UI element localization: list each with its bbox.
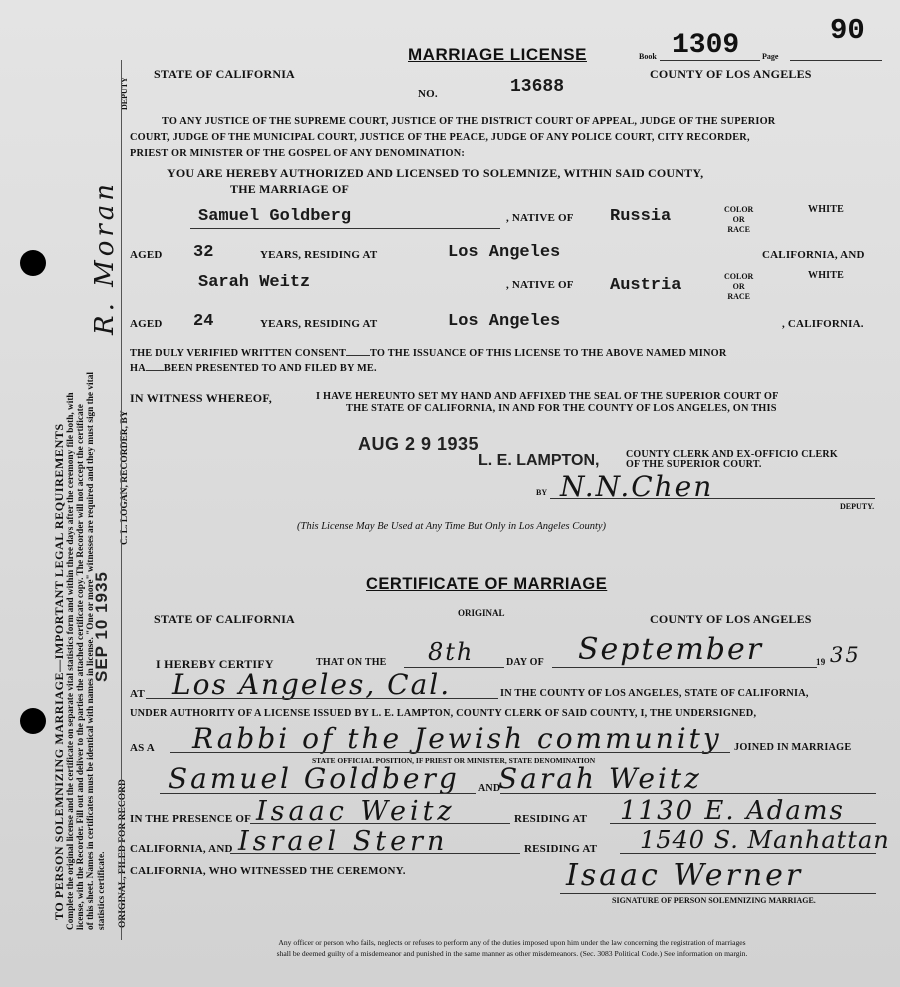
groom-state: CALIFORNIA, AND [762, 249, 865, 261]
year-prefix: 19 [816, 657, 826, 667]
witness-whereof-1: I HAVE HEREUNTO SET MY HAND AND AFFIXED THE SEAL OF THE SUPERIOR COURT OF [316, 391, 779, 402]
residing-label-2: RESIDING AT [524, 843, 598, 855]
side-recorder: C. L. LOGAN, RECORDER, BY [120, 410, 130, 545]
bride-residence: Los Angeles [448, 312, 561, 331]
clerk-name: L. E. LAMPTON, [478, 452, 600, 469]
official-caption: STATE OFFICIAL POSITION, IF PRIEST OR MINISTER, STATE DENOMINATION [312, 756, 596, 765]
bride-color-label: COLOR OR RACE [724, 272, 754, 301]
groom-name: Samuel Goldberg [198, 207, 352, 226]
official-position: Rabbi of the Jewish community [192, 722, 722, 755]
and-label: AND [478, 783, 501, 794]
side-heading: TO PERSON SOLEMNIZING MARRIAGE—IMPORTANT LEGAL REQUIREMENTS [52, 423, 66, 920]
residing-label-1: RESIDING AT [514, 813, 588, 825]
groom-cert-line [160, 793, 476, 794]
as-label: AS A [130, 742, 155, 754]
joined-label: JOINED IN MARRIAGE [734, 742, 852, 753]
marriage-month: September [578, 632, 764, 667]
presence-label: IN THE PRESENCE OF [130, 813, 252, 825]
bride-cert-line [500, 793, 876, 794]
bride-state: , CALIFORNIA. [782, 318, 864, 330]
groom-color: WHITE [808, 204, 845, 215]
witness-two-address: 1540 S. Manhattan [640, 826, 890, 854]
certificate-county: COUNTY OF LOS ANGELES [650, 612, 812, 626]
page-number: 90 [830, 14, 865, 47]
place-line [146, 698, 498, 699]
footer-note: Any officer or person who fails, neglects or refuses to perform any of the duties imposed upon him under the law concerning the registration of marriages shall be deemed guilty of a misdemeanor and punished in the same manner as other misdemeanors. (Sec. 3083 Political Code.) See information on margin. [276, 938, 748, 958]
certificate-bride: Sarah Weitz [498, 762, 702, 795]
groom-native: Russia [610, 207, 672, 226]
deputy-label: DEPUTY. [840, 502, 875, 511]
deputy-signature: N.N.Chen [560, 470, 714, 503]
bride-name: Sarah Weitz [198, 273, 311, 292]
side-instructions: Complete the original license and the certificate on separate vital statistics form and within three days after the ceremony file both, with license, with the Recorder. Fill out and deliver to the parties the attached certificate copy. The Recorder will not accept the certificate of this sheet. Names in certificates must be identical with names in license. "One or more" witnesses are required and they must sign the vital statistics certificate. [66, 372, 107, 930]
witness-one: Isaac Weitz [256, 796, 456, 827]
certificate-groom: Samuel Goldberg [168, 762, 460, 795]
margin-rule [121, 60, 122, 940]
side-filed: ORIGINAL, FILED FOR RECORD [118, 779, 128, 928]
issue-date-stamp: AUG 2 9 1935 [358, 434, 480, 454]
license-county: COUNTY OF LOS ANGELES [650, 67, 812, 81]
groom-age: 32 [193, 243, 214, 262]
groom-residence: Los Angeles [448, 243, 561, 262]
witness-two: Israel Stern [238, 826, 449, 857]
marriage-place: Los Angeles, Cal. [172, 668, 452, 701]
signature-caption: SIGNATURE OF PERSON SOLEMNIZING MARRIAGE. [612, 896, 816, 905]
day-of-label: DAY OF [506, 657, 544, 668]
book-label: Book [639, 52, 657, 61]
groom-color-label: COLOR OR RACE [724, 205, 754, 234]
california-and-label: CALIFORNIA, AND [130, 843, 233, 855]
certificate-original: ORIGINAL [458, 608, 505, 618]
signature-line [560, 893, 876, 894]
who-witnessed-label: CALIFORNIA, WHO WITNESSED THE CEREMONY. [130, 865, 406, 877]
bride-aged-label: AGED [130, 318, 163, 330]
clerk-title-2: OF THE SUPERIOR COURT. [626, 459, 762, 470]
witness-one-line [250, 823, 510, 824]
authority-line: UNDER AUTHORITY OF A LICENSE ISSUED BY L. E. LAMPTON, COUNTY CLERK OF SAID COUNTY, I, THE UNDERSIGNED, [130, 708, 757, 719]
bride-native-label: , NATIVE OF [506, 279, 574, 291]
bride-age: 24 [193, 312, 214, 331]
consent-line-2: HA BEEN PRESENTED TO AND FILED BY ME. [130, 363, 377, 374]
witness-whereof-2: THE STATE OF CALIFORNIA, IN AND FOR THE COUNTY OF LOS ANGELES, ON THIS [346, 403, 777, 414]
at-label: AT [130, 688, 145, 700]
side-filed-date: SEP 10 1935 [92, 571, 111, 682]
witness-one-address: 1130 E. Adams [620, 796, 845, 826]
license-number: 13688 [510, 77, 565, 97]
groom-name-line [190, 228, 500, 229]
consent-line-1: THE DULY VERIFIED WRITTEN CONSENT TO THE ISSUANCE OF THIS LICENSE TO THE ABOVE NAMED MINOR [130, 348, 727, 359]
license-preamble: TO ANY JUSTICE OF THE SUPREME COURT, JUSTICE OF THE DISTRICT COURT OF APPEAL, JUDGE OF THE SUPERIOR COURT, JUDGE OF THE MUNICIPAL COURT, JUSTICE OF THE PEACE, JUDGE OF ANY POLICE COURT, CITY RECORDER, PRIEST OR MINISTER OF THE GOSPEL OF ANY DENOMINATION: [130, 116, 776, 159]
groom-native-label: , NATIVE OF [506, 212, 574, 224]
book-line [660, 60, 760, 61]
address-two-line [620, 853, 876, 854]
marriage-year: 35 [830, 643, 861, 667]
marriage-day: 8th [428, 638, 475, 666]
witness-two-line [230, 853, 520, 854]
book-number: 1309 [672, 30, 740, 61]
groom-years-label: YEARS, RESIDING AT [260, 249, 378, 261]
groom-aged-label: AGED [130, 249, 163, 261]
license-state: STATE OF CALIFORNIA [154, 67, 295, 81]
address-one-line [610, 823, 876, 824]
officiant-signature: Isaac Werner [566, 858, 804, 893]
that-on-label: THAT ON THE [316, 657, 387, 668]
bride-years-label: YEARS, RESIDING AT [260, 318, 378, 330]
page-label: Page [762, 52, 779, 61]
deputy-line [550, 498, 875, 499]
certificate-state: STATE OF CALIFORNIA [154, 612, 295, 626]
page-line [790, 60, 882, 61]
in-county-label: IN THE COUNTY OF LOS ANGELES, STATE OF CALIFORNIA, [500, 688, 809, 699]
official-line [170, 752, 730, 753]
witness-whereof-lead: IN WITNESS WHEREOF, [130, 391, 272, 405]
certificate-title: CERTIFICATE OF MARRIAGE [366, 575, 608, 593]
bride-native: Austria [610, 276, 682, 295]
certify-label: I HEREBY CERTIFY [156, 657, 274, 671]
authorized-line: YOU ARE HEREBY AUTHORIZED AND LICENSED TO SOLEMNIZE, WITHIN SAID COUNTY, [167, 166, 704, 180]
by-label: BY [536, 488, 548, 497]
side-deputy: DEPUTY [120, 77, 129, 110]
license-title: MARRIAGE LICENSE [408, 45, 587, 64]
validity-note: (This License May Be Used at Any Time But Only in Los Angeles County) [297, 521, 607, 532]
binder-hole-top [20, 250, 46, 276]
month-line [552, 667, 817, 668]
bride-color: WHITE [808, 270, 845, 281]
license-no-label: NO. [418, 88, 438, 100]
marriage-of-line: THE MARRIAGE OF [230, 182, 350, 196]
clerk-title-1: COUNTY CLERK AND EX-OFFICIO CLERK [626, 449, 838, 460]
side-recorder-signature: R. Moran [90, 179, 120, 335]
binder-hole-bottom [20, 708, 46, 734]
